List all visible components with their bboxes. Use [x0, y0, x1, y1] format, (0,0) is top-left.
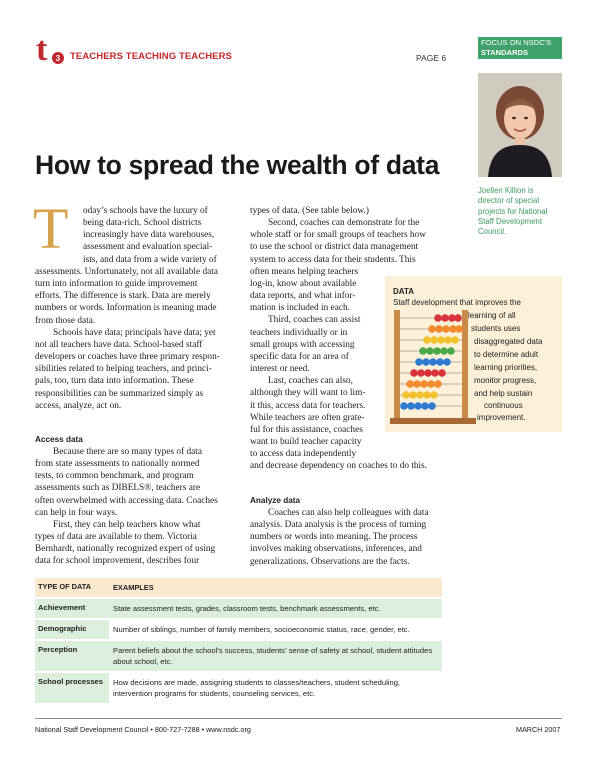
caption-line: Staff Development	[478, 216, 543, 226]
drop-cap: T	[33, 196, 69, 261]
focus-line-2: STANDARDS	[481, 47, 529, 57]
data-box-line: disaggregated data	[474, 337, 543, 346]
caption-line: Joellen Killion is	[478, 186, 534, 195]
table-header-type: TYPE OF DATA	[35, 578, 109, 597]
data-box-line: and help sustain	[474, 389, 533, 398]
table-cell-examples: Parent beliefs about the school’s success, students’ sense of safety at school, student attitudes about school, etc.	[109, 641, 442, 671]
series-title: TEACHERS TEACHING TEACHERS	[70, 51, 232, 62]
caption-line: projects for National	[478, 206, 548, 216]
column-2-text: types of data. (See table below.) Second, coaches can demonstrate for the whole staff or for small groups of teachers how to use the school or district data management system to access data for their students. This often means helping teachers log-in, know about available data reports, and what infor- mation is included in each. Third, coaches can assist teachers individually or in small groups with accessing specific data for an area of interest or need. Last, coaches can also, although they will want to lim- it this, access data for teachers. While teachers are often grate- ful for this assistance, coaches want to build teacher capacity to access data independently and decrease dependency on coaches to do this.	[250, 206, 428, 472]
data-box-line: learning of all	[468, 311, 516, 320]
data-box-line: learning priorities,	[474, 363, 538, 372]
table-cell-type: School processes	[35, 673, 109, 703]
table-cell-examples: Number of siblings, number of family members, socioeconomic status, race, gender, etc.	[109, 620, 442, 639]
table-row	[35, 599, 442, 620]
paragraph-access: Because there are so many types of data from state assessments to nationally normed tests, to common benchmark, and program assessments such as DIBELS®, teachers are often overwhelmed with accessing data. Coaches can help in four ways. First, they can help teachers know what types of data are available to them. Victoria Bernhardt, nationally recognized expert of using data for school improvement, describes four	[35, 447, 218, 567]
table-cell-examples: How decisions are made, assigning students to classes/teachers, student scheduling, intervention programs for students, counseling services, etc.	[109, 673, 442, 703]
logo-mark	[34, 34, 64, 70]
data-box-line: continuous	[484, 401, 523, 410]
data-box-line: improvement.	[477, 413, 526, 422]
footer-rule	[35, 718, 562, 719]
data-box-line: Staff development that improves the	[393, 298, 521, 307]
article-headline: How to spread the wealth of data	[35, 150, 440, 180]
subhead-access-data: Access data	[35, 435, 83, 444]
subhead-analyze-data: Analyze data	[250, 496, 301, 505]
table-row	[35, 620, 442, 641]
paragraph-1: assessments. Unfortunately, not all available data turn into information to guide improvement efforts. The difference is stark. Data are merely numbers or words. Information is meaning made from those data. Schools have data; principals have data; yet not all teachers have data. School-based staff developers or coaches have three primary respon- sibilities related to helping teachers, and princi- pals, too, turn data into information. These responsibilities can be summarized simply as access, analyze, act on.	[35, 267, 220, 411]
data-box-line: students uses	[471, 324, 521, 333]
footer-contact: National Staff Development Council • 800-727-7288 • www.nsdc.org	[35, 725, 251, 734]
paragraph-analyze: Coaches can also help colleagues with data analysis. Data analysis is the process of turning numbers or words into meaning. The process involves making observations, inferences, and generalizations. Observations are the facts.	[250, 508, 429, 567]
intro-text: oday’s schools have the luxury of being data-rich. School districts increasingly have data warehouses, assessment and evaluation special- ists, and data from a wide variety of	[83, 206, 217, 265]
data-box-line: monitor progress,	[474, 376, 537, 385]
focus-on-standards-badge	[478, 37, 562, 59]
author-caption	[478, 186, 568, 237]
data-box-title: DATA	[393, 287, 415, 296]
page-number: PAGE 6	[416, 53, 447, 63]
caption-line: director of special	[478, 196, 540, 206]
caption-line: Council.	[478, 227, 507, 237]
logo-number: 3	[55, 54, 61, 63]
table-cell-type: Achievement	[35, 599, 109, 618]
footer-date: MARCH 2007	[516, 725, 561, 734]
table-cell-type: Demographic	[35, 620, 109, 639]
author-photo	[478, 73, 562, 177]
logo-letter: t	[36, 34, 48, 68]
focus-line-1: FOCUS ON NSDC'S	[481, 38, 552, 47]
table-row	[35, 641, 442, 673]
data-box-line: to determine adult	[474, 350, 539, 359]
table-row	[35, 673, 442, 705]
table-header-row	[35, 578, 442, 599]
table-cell-examples: State assessment tests, grades, classroom tests, benchmark assessments, etc.	[109, 599, 442, 618]
data-types-table	[35, 578, 442, 705]
table-header-examples: EXAMPLES	[109, 578, 442, 597]
abacus-illustration	[390, 310, 480, 425]
table-cell-type: Perception	[35, 641, 109, 671]
